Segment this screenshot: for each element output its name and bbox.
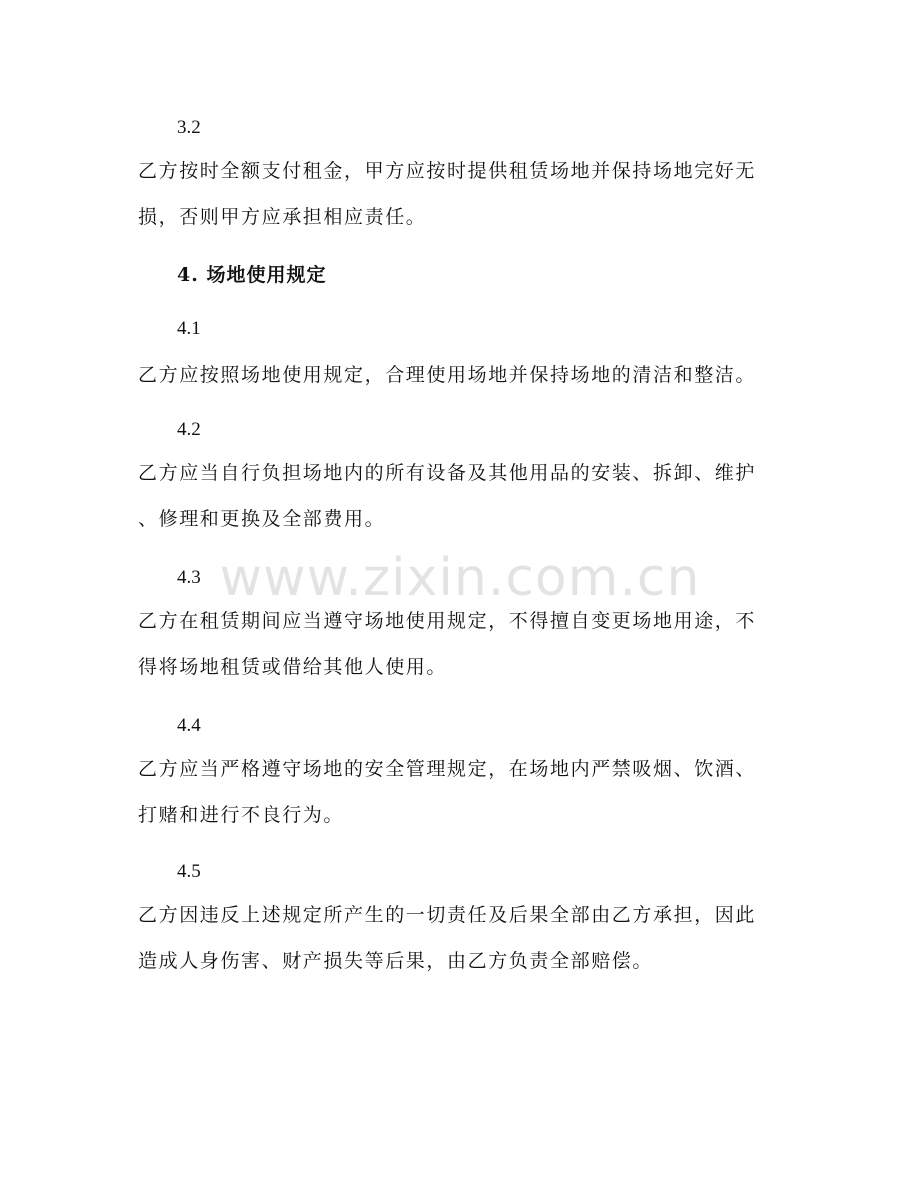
clause-line: 损，否则甲方应承担相应责任。 (138, 206, 427, 228)
clause-number-4-4: 4.4 (177, 715, 201, 736)
clause-number-4-2: 4.2 (177, 419, 201, 440)
clause-text-4-4 (138, 746, 778, 838)
clause-text-4-2 (138, 450, 778, 542)
clause-number-4-3: 4.3 (177, 567, 201, 588)
site-watermark: www.zixin.com.cn (219, 548, 701, 608)
clause-text-4-1 (138, 352, 778, 398)
clause-text-4-5 (138, 892, 778, 984)
clause-line: 乙方应按照场地使用规定，合理使用场地并保持场地的清洁和整洁。 (138, 364, 757, 386)
clause-number-4-5: 4.5 (177, 861, 201, 882)
clause-line: 乙方按时全额支付租金，甲方应按时提供租赁场地并保持场地完好无 (138, 160, 757, 182)
clause-number-4-1: 4.1 (177, 318, 201, 339)
clause-text-4-3 (138, 598, 778, 690)
clause-line: 乙方因违反上述规定所产生的一切责任及后果全部由乙方承担，因此 (138, 904, 757, 926)
clause-line: 乙方在租赁期间应当遵守场地使用规定，不得擅自变更场地用途，不 (138, 610, 757, 632)
clause-line: 打赌和进行不良行为。 (138, 804, 345, 826)
clause-line: 、修理和更换及全部费用。 (138, 508, 386, 530)
clause-line: 得将场地租赁或借给其他人使用。 (138, 656, 448, 678)
clause-line: 造成人身伤害、财产损失等后果，由乙方负责全部赔偿。 (138, 950, 654, 972)
clause-number-3-2: 3.2 (177, 117, 201, 138)
clause-line: 乙方应当自行负担场地内的所有设备及其他用品的安装、拆卸、维护 (138, 462, 757, 484)
clause-text-3-2 (138, 148, 778, 240)
clause-line: 乙方应当严格遵守场地的安全管理规定，在场地内严禁吸烟、饮酒、 (138, 758, 757, 780)
section-heading-4: 4. 场地使用规定 (177, 264, 327, 286)
